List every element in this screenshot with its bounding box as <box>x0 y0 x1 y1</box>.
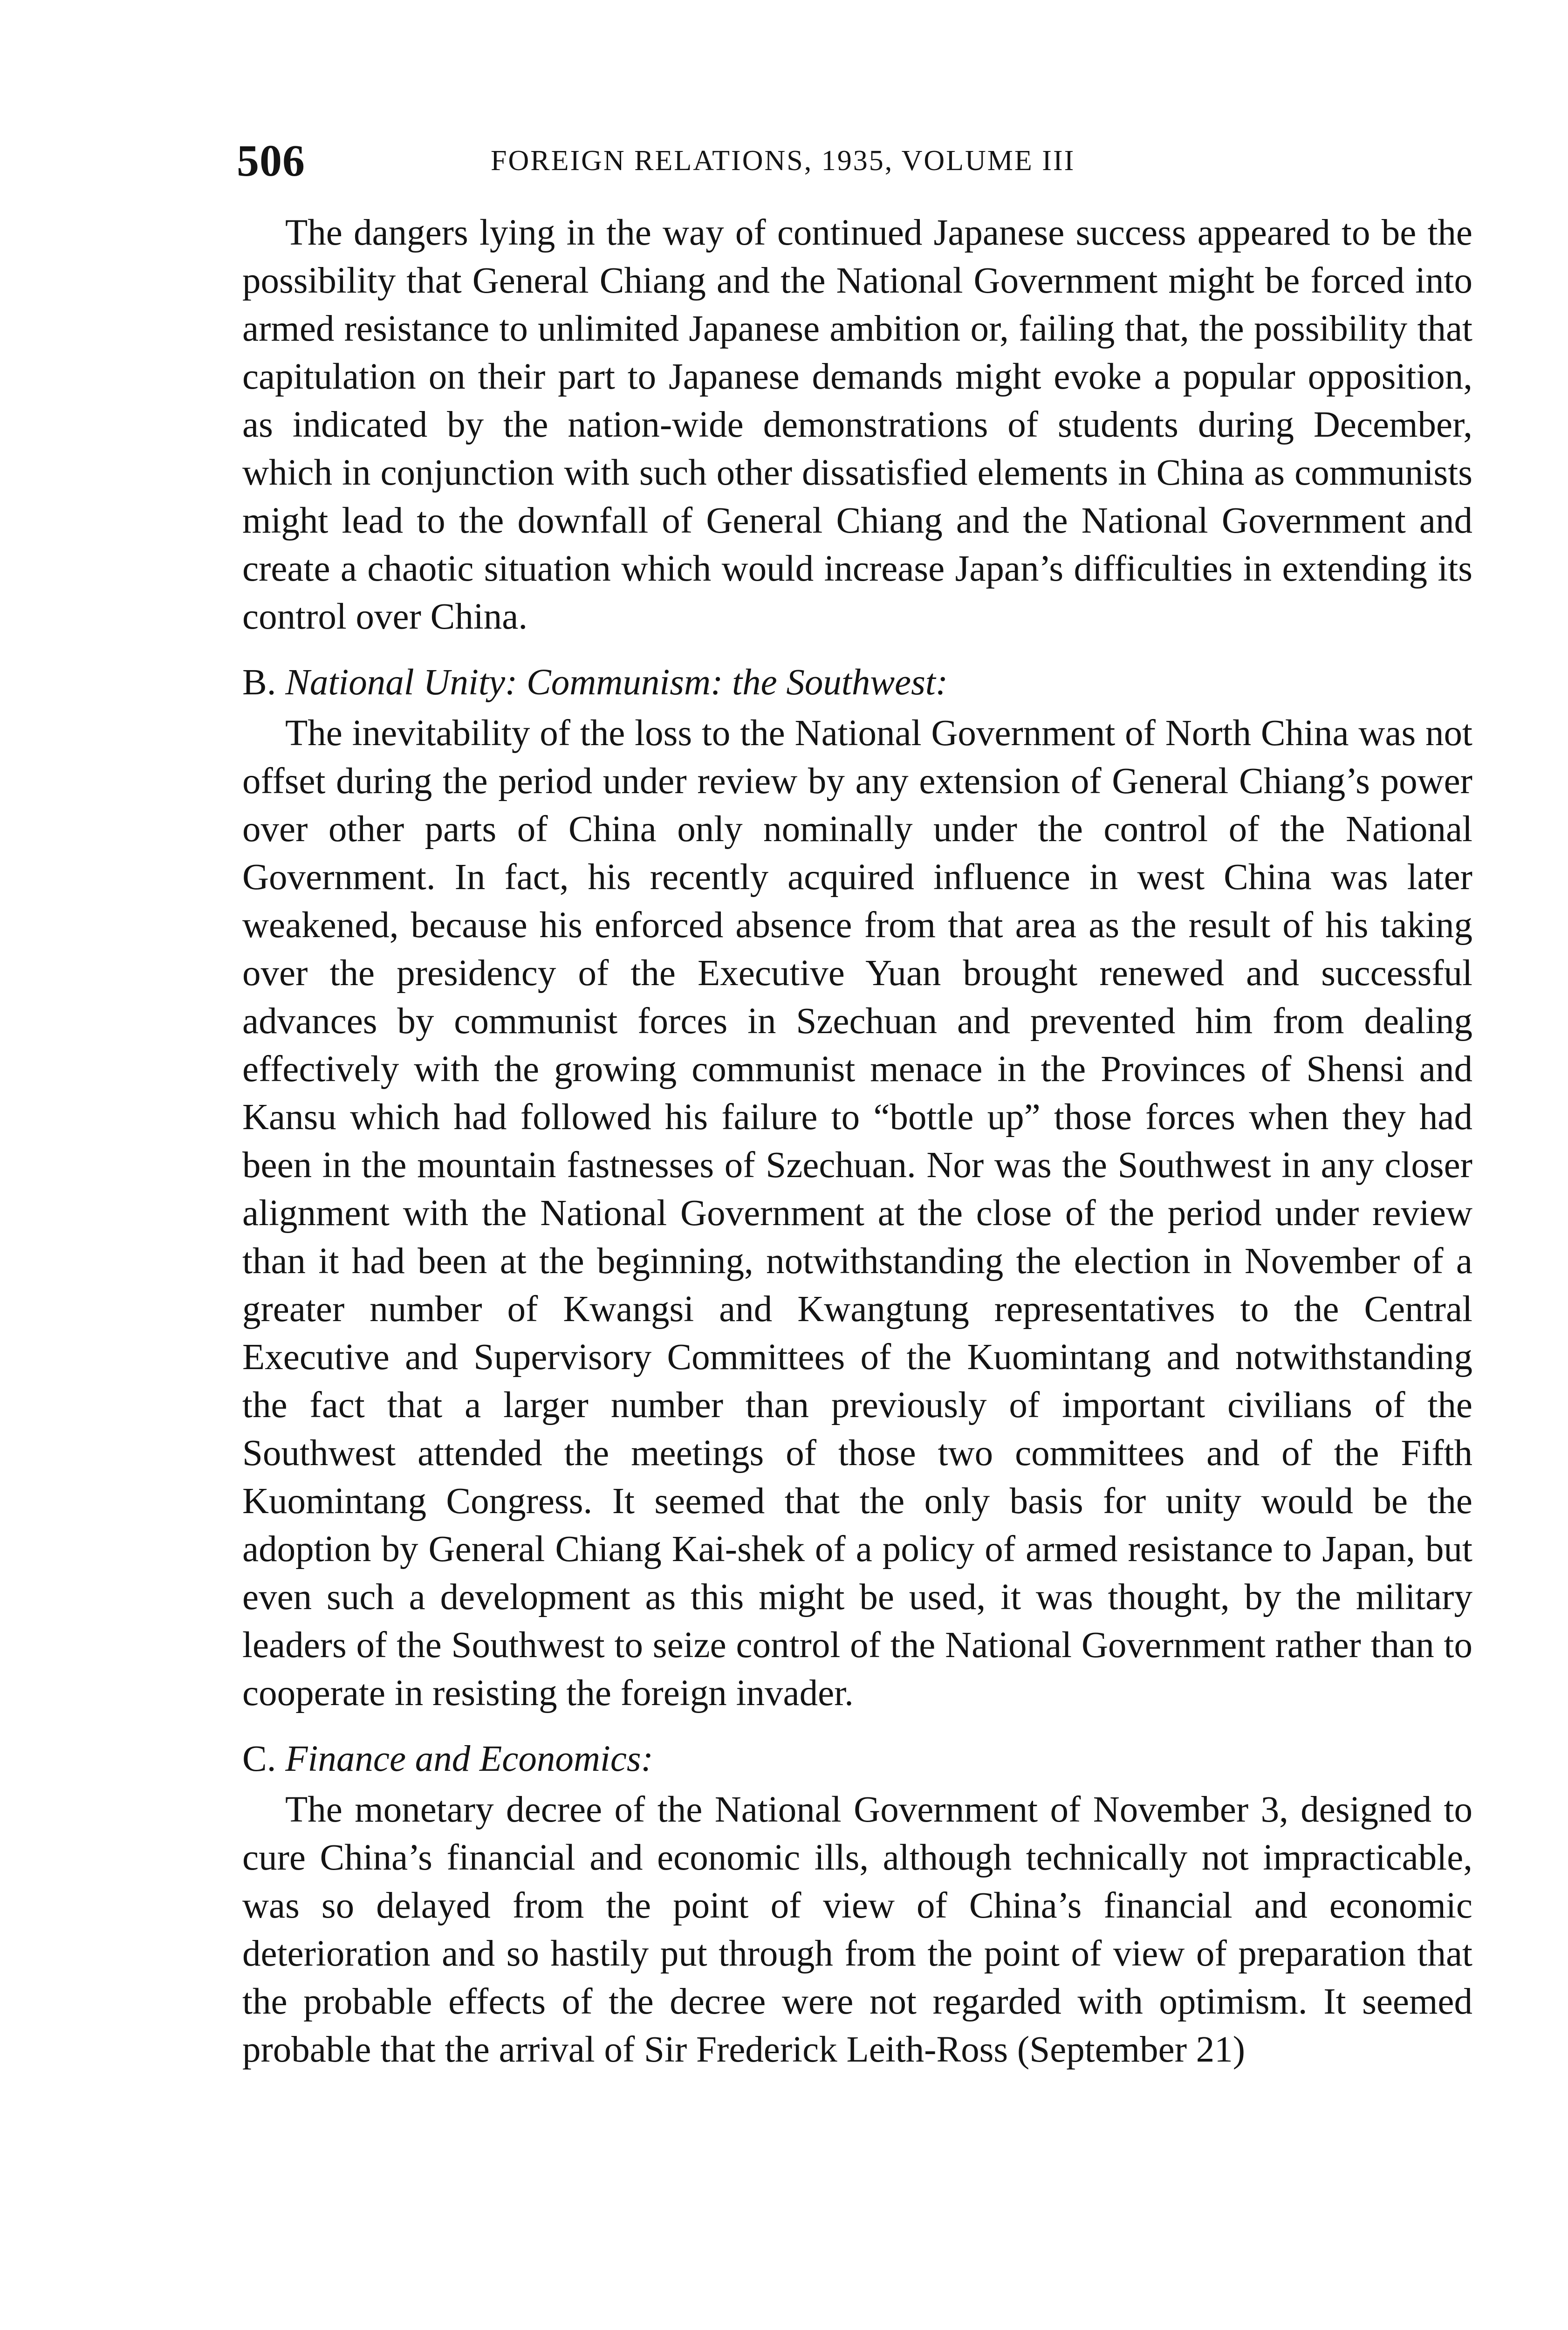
section-title: Finance and Economics: <box>285 1739 653 1779</box>
paragraph-japanese-dangers: The dangers lying in the way of continued Japanese success appeared to be the possibility that General Chiang and the National Government might be forced into armed resistance to unlimited Japanese ambition or, failing that, the possibility that capitulation on their part to Japanese demands might evoke a popular opposition, as indicated by the nation-wide demonstrations of students during December, which in conjunction with such other dissatisfied elements in China as communists might lead to the downfall of General Chiang and the National Government and create a chaotic situation which would increase Japan’s difficulties in extending its control over China. <box>242 212 1472 637</box>
section-heading-national-unity <box>242 658 1472 706</box>
section-heading-finance <box>242 1735 1472 1783</box>
body-text <box>242 209 1472 2074</box>
section-letter: B. <box>242 662 276 703</box>
paragraph-monetary-decree: The monetary decree of the National Government of November 3, designed to cure China’s financial and economic ills, although technically not impracticable, was so delayed from the point of view of China’s financial and economic deterioration and so hastily put through from the point of view of preparation that the probable effects of the decree were not regarded with optimism. It seemed probable that the arrival of Sir Frederick Leith-Ross (September 21) <box>242 1789 1472 2070</box>
running-title: FOREIGN RELATIONS, 1935, VOLUME III <box>491 145 1075 177</box>
section-title: National Unity: Communism: the Southwest: <box>285 662 948 703</box>
running-header <box>237 135 1495 186</box>
section-letter: C. <box>242 1739 276 1779</box>
page-number: 506 <box>237 136 305 185</box>
paragraph-national-unity: The inevitability of the loss to the National Government of North China was not offset during the period under review by any extension of General Chiang’s power over other parts of China only nominally under the control of the National Government. In fact, his recently acquired influence in west China was later weakened, because his enforced absence from that area as the result of his taking over the presidency of the Executive Yuan brought renewed and successful advances by communist forces in Szechuan and prevented him from dealing effectively with the growing communist menace in the Provinces of Shensi and Kansu which had followed his failure to “bottle up” those forces when they had been in the mountain fastnesses of Szechuan. Nor was the Southwest in any closer alignment with the National Government at the close of the period under review than it had been at the beginning, notwithstanding the election in November of a greater number of Kwangsi and Kwangtung representatives to the Central Executive and Supervisory Committees of the Kuomintang and notwithstanding the fact that a larger number than previously of important civilians of the Southwest attended the meetings of those two committees and of the Fifth Kuomintang Congress. It seemed that the only basis for unity would be the adoption by General Chiang Kai-shek of a policy of armed resistance to Japan, but even such a development as this might be used, it was thought, by the military leaders of the Southwest to seize control of the National Government rather than to cooperate in resisting the foreign invader. <box>242 713 1472 1713</box>
